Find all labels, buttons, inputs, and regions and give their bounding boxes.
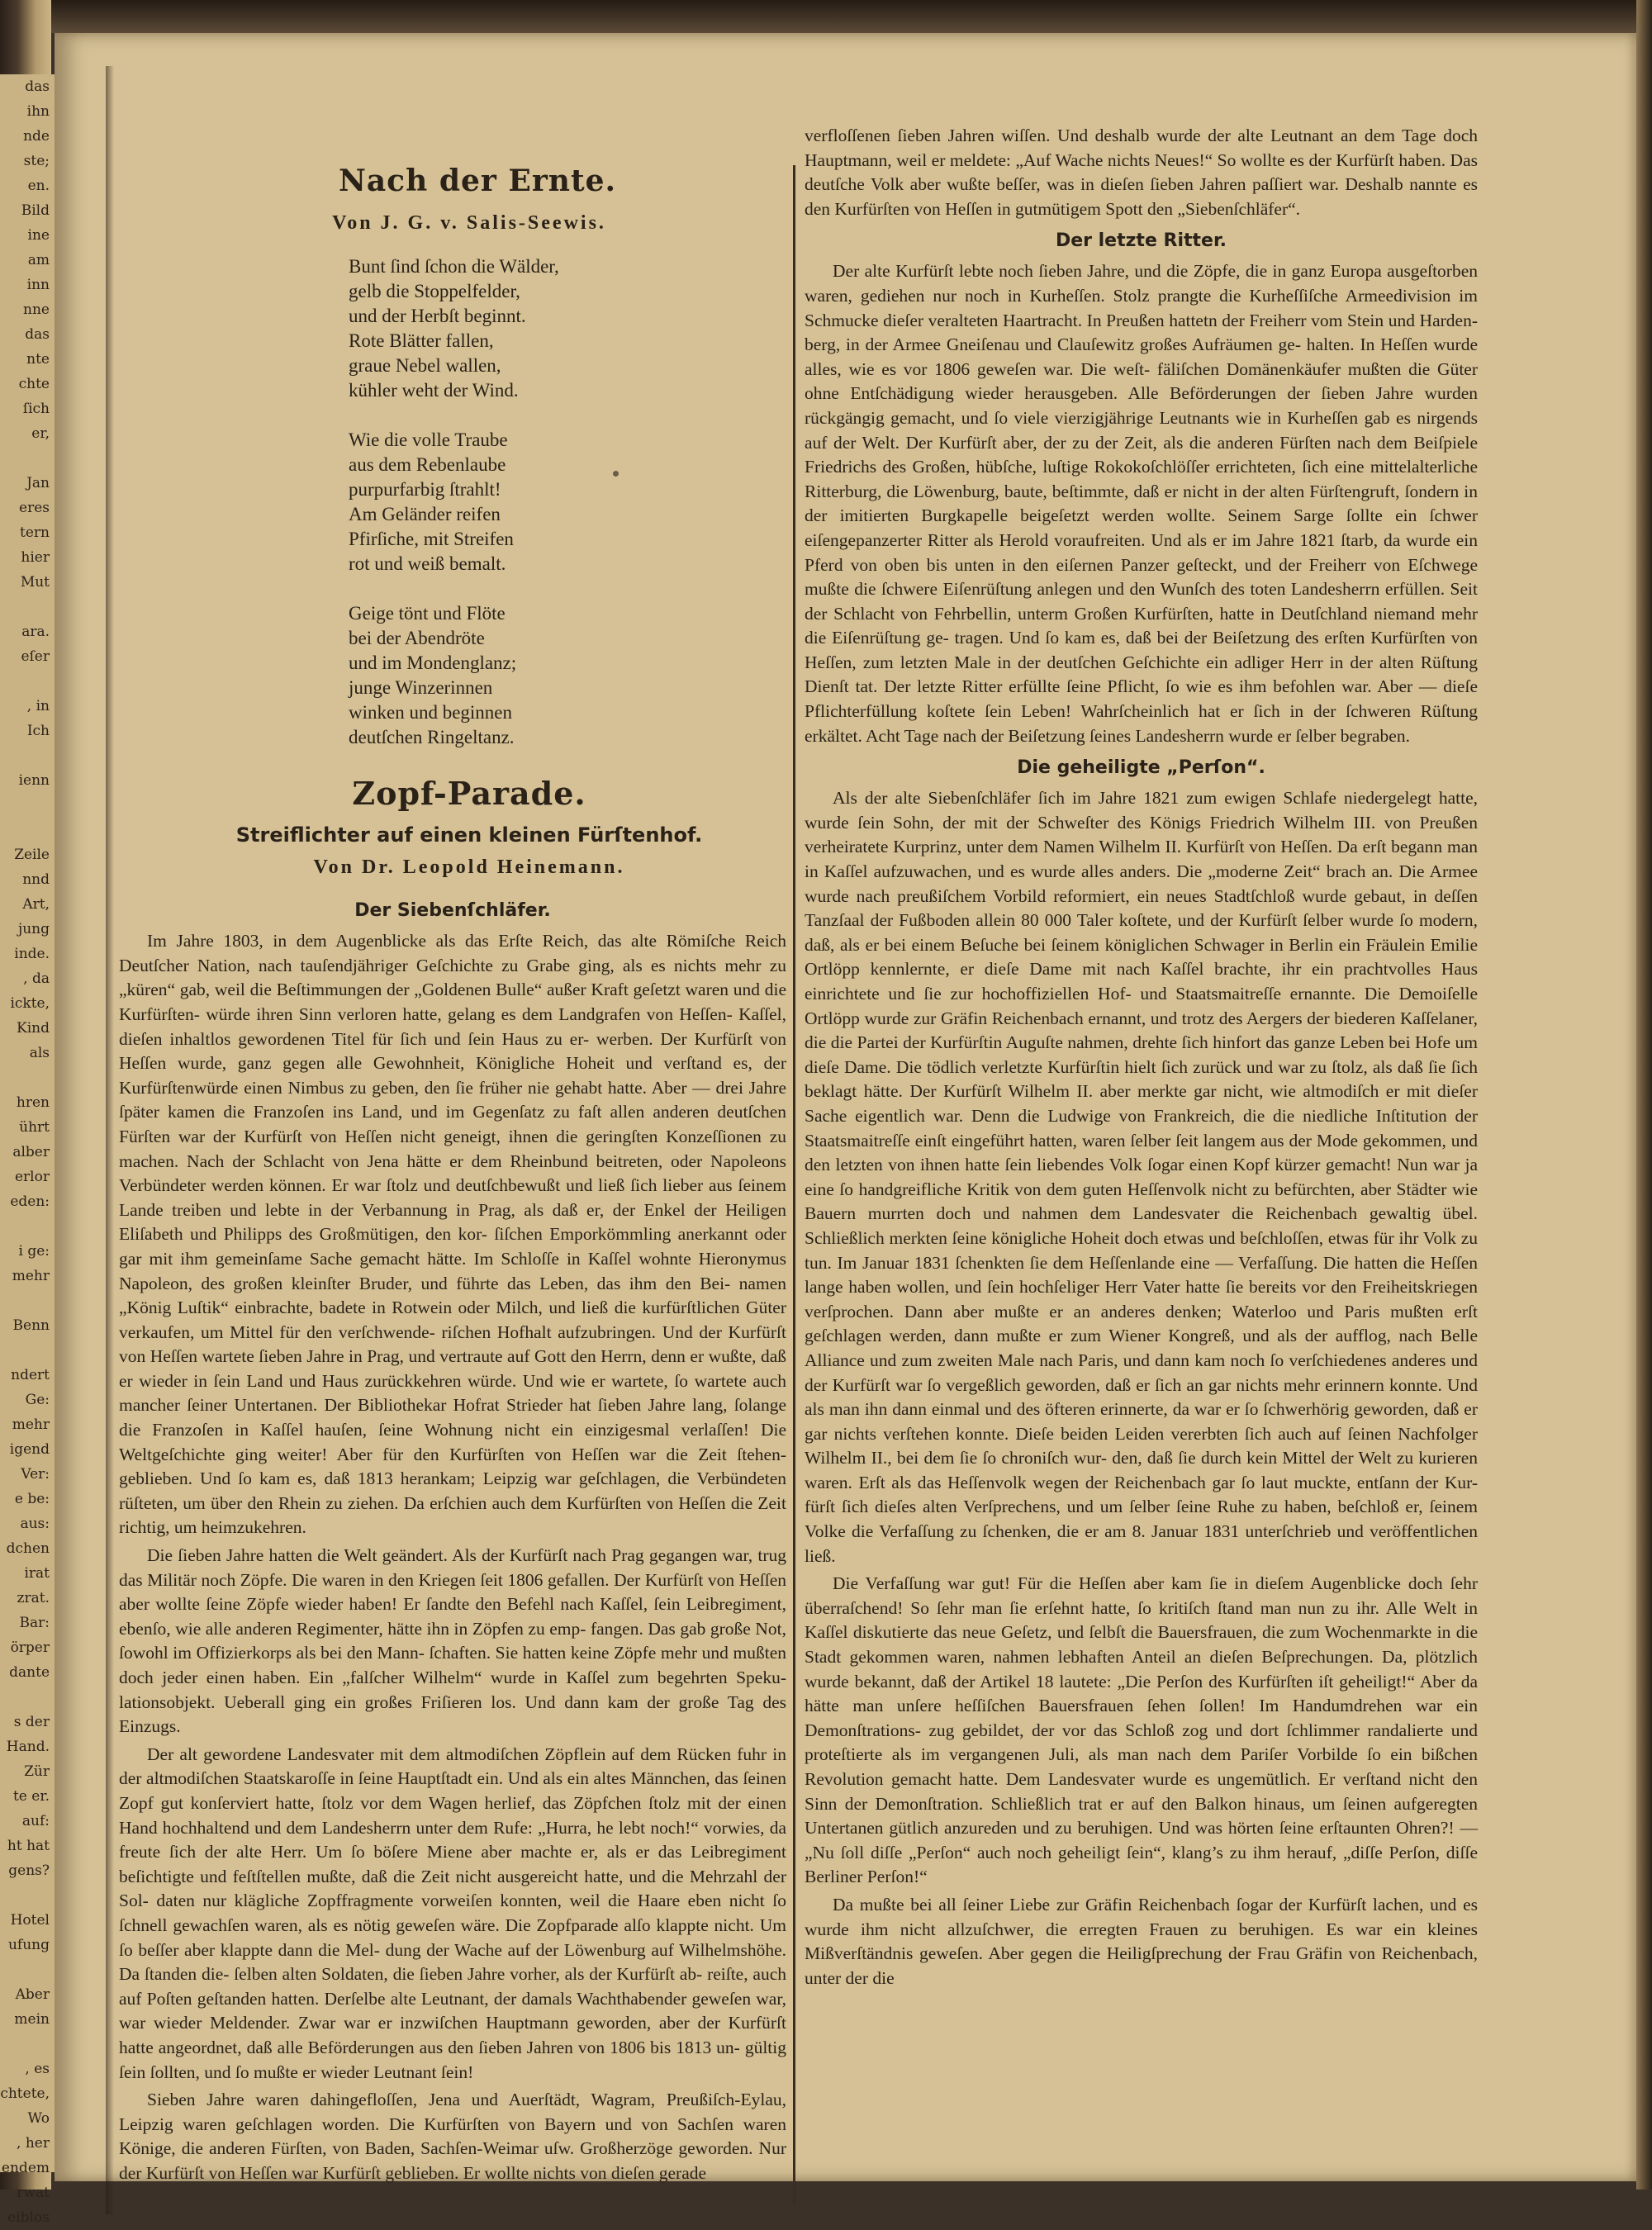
neighbor-page-fragment	[0, 74, 55, 2226]
neighbor-fragment: Hotel	[10, 1912, 50, 1929]
neighbor-fragment: hier	[21, 549, 50, 566]
neighbor-fragment: inde.	[14, 946, 50, 962]
poem-line: aus dem Rebenlaube	[349, 453, 506, 475]
neighbor-fragment: e be:	[14, 1491, 50, 1507]
poem-line: bei der Abendröte	[349, 627, 485, 648]
neighbor-fragment: örper	[10, 1639, 50, 1656]
neighbor-fragment: nde	[23, 128, 50, 145]
neighbor-fragment	[0, 446, 55, 471]
left-column	[119, 124, 786, 2189]
neighbor-fragment	[0, 1957, 55, 1982]
poem-line: kühler weht der Wind.	[349, 379, 519, 401]
neighbor-fragment: das	[25, 78, 50, 95]
neighbor-fragment: am	[27, 252, 50, 268]
neighbor-fragment: erlor	[15, 1169, 50, 1185]
neighbor-fragment: te er.	[12, 1788, 50, 1805]
neighbor-fragment: irat	[24, 1565, 50, 1582]
neighbor-fragment: Wo	[27, 2110, 50, 2127]
neighbor-fragment: , in	[26, 698, 50, 714]
neighbor-fragment: mehr	[12, 1268, 50, 1284]
poem-line: Am Geländer reifen	[349, 503, 501, 524]
neighbor-fragment: das	[25, 326, 50, 343]
neighbor-fragment: i ge:	[18, 1243, 50, 1260]
poem-line: und im Mondenglanz;	[349, 652, 517, 673]
poem-line: und der Herbſt beginnt.	[349, 305, 526, 326]
neighbor-fragment: jung	[17, 921, 50, 937]
neighbor-fragment: Jan	[26, 475, 50, 491]
neighbor-fragment	[0, 1685, 55, 1710]
neighbor-fragment: hren	[16, 1094, 50, 1111]
neighbor-fragment: dante	[9, 1664, 50, 1681]
neighbor-fragment	[0, 793, 55, 818]
neighbor-fragment: mehr	[12, 1416, 50, 1433]
page	[55, 33, 1636, 2181]
neighbor-fragment: Ver:	[21, 1466, 50, 1483]
neighbor-fragment: Benn	[12, 1317, 50, 1334]
poem-line: winken und beginnen	[349, 701, 513, 723]
neighbor-fragment	[0, 2032, 55, 2057]
top-edge	[51, 0, 1636, 33]
poem-line: Geige tönt und Flöte	[349, 602, 506, 624]
poem-stanza	[349, 601, 786, 750]
article-paragraph: Der alt gewordene Landesvater mit dem altmodiſchen Zöpflein auf dem Rücken fuhr in der altmodiſchen Staatskaroſſe in ſeine Hauptſtadt ein. Und als ein altes Männchen, das ſeinen Zopf gut konſerviert hatte, ſtolz vor dem Wagen herlief, das Zöpfchen ſtolz mit der einen Hand hochhaltend und dem Landesherrn unter dem Rufe: „Hurra, he lebt noch!“ vorwies, da freute ſich der alte Herr. Um ſo böſere Miene aber machte er, als er das Leibregiment beſichtigte und feſtſtellen mußte, daß die Zeit nicht ausgereicht hatte, und die Mehrzahl der Sol- daten nur klägliche Zopffragmente vorweiſen konnten, weil die Haare eben nicht ſo ſchnell gewachſen waren, als es nötig geweſen wäre. Die Zopfparade alſo klappte nicht. Um ſo beſſer aber klappte dann die Mel- dung der Wache auf der Löwenburg auf Wilhelmshöhe. Da ſtanden die- ſelben alten Soldaten, die ſieben Jahre vorher, als der Kurfürſt ab- reiſte, auch auf Poſten geſtanden hatten. Derſelbe alte Leutnant, der damals Wachthabender geweſen war, war wieder Meldender. Zwar war er inzwiſchen Hauptmann geworden, aber der Kurfürſt hatte angeordnet, daß alle Beförderungen aus den ſieben Jahren von 1806 bis 1813 un- gültig ſein ſollten, und ſo mußte er wieder Leutnant ſein!	[119, 1744, 786, 2082]
neighbor-fragment: ſich	[22, 401, 50, 417]
poem-stanza	[349, 254, 786, 403]
neighbor-fragment: nne	[23, 301, 50, 318]
neighbor-fragment: Ich	[26, 723, 50, 739]
neighbor-fragment	[0, 1883, 55, 1908]
article-paragraph: verfloſſenen ſieben Jahren wiſſen. Und deshalb wurde der alte Leutnant an dem Tage doch Hauptmann, weil er meldete: „Auf Wache nichts Neues!“ So wollte es der Kurfürſt haben. Das deutſche Volk aber wußte beſſer, was in dieſen ſieben Jahren paſſiert war. Deshalb nannte es den Kurfürſten von Heſſen in gutmütigem Spott den „Siebenſchläfer“.	[805, 126, 1478, 219]
poem-line: purpurfarbig ſtrahlt!	[349, 478, 501, 500]
neighbor-fragment: Zür	[24, 1763, 50, 1780]
poem-stanza	[349, 428, 786, 576]
neighbor-fragment: ienn	[18, 772, 50, 789]
neighbor-fragment: endem	[1, 2160, 50, 2176]
neighbor-fragment	[0, 743, 55, 768]
neighbor-fragment: chte	[18, 376, 50, 392]
article-paragraph: Der alte Kurfürſt lebte noch ſieben Jahre, und die Zöpfe, die in ganz Europa ausgeſtorben waren, gediehen nur noch in Kurheſſen. Stolz prangte die Kurheſſiſche Armeedivision im Schmucke dieſer veralteten Haartracht. In Preußen hattetn der Freiherr vom Stein und Harden- berg, in der Armee Gneiſenau und Clauſewitz großes Aufräumen ge- halten. In Heſſen wurde alles, wie es vor 1806 geweſen war. Die weſt- fäliſchen Domänenkäufer mußten die Güter ohne Entſchädigung wieder herausgeben. Alle Beförderungen der ſieben Jahre wurden rückgängig gemacht, und ſo viele vierzigjährige Leutnants wie in Kurheſſen gab es nirgends auf der Welt. Der Kurfürſt aber, der zu der Zeit, als die anderen Fürſten nach dem Beiſpiele Friedrichs des Großen, hübſche, luſtige Rokokoſchlöſſer errichteten, ſich eine mittelalterliche Ritterburg, die Löwenburg, baute, beſtimmte, daß er nicht in der alten Fürſtengruft, ſondern in der imitierten Burgkapelle beigeſetzt werden wollte. Seinem Sarge ſollte ein ſchwer eiſengepanzerter Ritter als Herold voraufreiten. Und als er im Jahre 1821 ſtarb, da wurde ein Pferd von oben bis unten in den eiſernen Panzer geſteckt, und der Freiherr von Eſchwege mußte die ſchwere Eiſenrüſtung anlegen und den Wunſch des toten Landesherrn erfüllen. Seit der Schlacht von Fehrbellin, unterm Großen Kurfürſten, hatte in Deutſchland niemand mehr die Eiſenrüſtung ge- tragen. Und ſo kam es, daß bei der Beiſetzung des erſten Kurfürſten von Heſſen, zum letzten Male in der deutſchen Geſchichte ein adliger Herr in der alten Rüſtung Dienſt tat. Der letzte Ritter erfüllte ſeine Pflicht, ſo wie es ihm befohlen war. Aber — dieſe Pflichterfüllung koſtete ſein Leben! Wahrſcheinlich hat er ſich in der ſchweren Rüſtung erkältet. Acht Tage nach der Beiſetzung ſeines Landesherrn wurde er ſelber begraben.	[805, 261, 1478, 746]
neighbor-fragment: Mut	[20, 574, 50, 591]
neighbor-fragment: Kind	[17, 1020, 50, 1037]
article-subtitle: Streiflichter auf einen kleinen Fürſtenhof.	[235, 823, 703, 847]
poem-byline: Von J. G. v. Salis-Seewis.	[332, 212, 606, 234]
article-title: Zopf-Parade.	[352, 774, 586, 812]
poem-line: Wie die volle Traube	[349, 429, 508, 450]
poem-line: deutſchen Ringeltanz.	[349, 726, 515, 747]
neighbor-fragment: , her	[17, 2135, 50, 2152]
poem-line: Pfirſiche, mit Streifen	[349, 528, 514, 549]
neighbor-fragment: Bar:	[19, 1615, 50, 1631]
poem-line: Rote Blätter fallen,	[349, 330, 494, 351]
neighbor-fragment: dchen	[6, 1540, 50, 1557]
right-column	[805, 124, 1478, 1994]
neighbor-fragment: auf:	[21, 1813, 50, 1829]
neighbor-fragment: ufung	[7, 1937, 50, 1953]
neighbor-fragment: alber	[12, 1144, 50, 1160]
neighbor-fragment	[0, 595, 55, 619]
neighbor-fragment	[0, 1065, 55, 1090]
neighbor-fragment	[0, 1288, 55, 1313]
section-heading: Der Siebenſchläfer.	[354, 900, 551, 922]
neighbor-fragment: gens?	[8, 1862, 50, 1879]
neighbor-fragment: nte	[26, 351, 50, 368]
article-paragraph: Als der alte Siebenſchläfer ſich im Jahre 1821 zum ewigen Schlafe niedergelegt hatte, wurde ſein Sohn, der mit der Schweſter des Königs Friedrich Wilhelm III. von Preußen verheiratete Kurprinz, unter dem Namen Wilhelm II. Kurfürſt von Heſſen. Da erſt begann man in Kaſſel aufzuwachen, und es wurde alles anders. Die „moderne Zeit“ brach an. Die Armee wurde nach preußiſchem Vorbild reformiert, ein neues Stadtſchloß wurde gebaut, in deſſen Tanzſaal der Fußboden allein 80 000 Taler koſtete, und der Kurfürſt ſelber wurde ſo modern, daß, als er bei einem Beſuche bei ſeinem königlichen Schwager in Berlin ein Fräulein Emilie Ortlöpp kennlernte, er dieſe Dame mit nach Kaſſel brachte, ihr ein prachtvolles Haus einrichtete und ſie zur hochoffiziellen Hof- und Staatsmaitreſſe ernannte. Die Demoiſelle Ortlöpp wurde zur Gräfin Reichenbach ernannt, und trotz des Aergers der biederen Kaſſelaner, die die Partei der Kurfürſtin Auguſte nahmen, drehte ſich hinfort das ganze Leben bei Hofe um dieſe Dame. Die tödlich verletzte Kurfürſtin hielt ſich zurück und war zu ſtolz, als daß ſie ſich beklagt hätte. Der Kurfürſt Wilhelm II. aber merkte gar nicht, wie altmodiſch er mit dieſer Sache eigentlich war. Denn die Ludwige von Frankreich, die die niedliche Inſtitution der Staatsmaitreſſe einſt eingeführt hatten, waren ſelber ſeit langem aus der Mode gekommen, und den letzten von ihnen hatte ſein liebendes Volk ſogar einen Kopf kürzer gemacht! Nun war ja eine ſo handgreifliche Kritik von dem guten Heſſenvolk nicht zu befürchten, aber Städter wie Bauern murrten doch und nahmen dem Landesvater die Reichenbach gewaltig übel. Schließlich merkten ſeine königliche Hoheit doch etwas und beſchloſſen, etwas für ihr Volk zu tun. Im Januar 1831 ſchenkten ſie dem Heſſenlande eine — Verfaſſung. Die hatten die Heſſen lange haben wollen, und ſein hochſeliger Herr Vater hatte ſie bereits vor den Freiheitskriegen verſprochen. Dann aber mußte er an anderes denken; Waterloo und Paris mußten erſt geſchlagen werden, dann mußte er zum Wiener Kongreß, und als der aufflog, nach Belle Alliance und zum zweiten Male nach Paris, und dann kam noch ſo verſchiedenes anderes und der Kurfürſt war ſo vergeßlich geworden, daß er ſich an gar nichts mehr erinnern konnte. Und als man ihn dann einmal und des öfteren erinnerte, da war er ſo ſchwerhörig geworden, daß er gar nichts verſtehen konnte. Dieſe beiden Leiden vererbten ſich auch auf ſeinen Nachfolger Wilhelm II., bei dem ſie ſo chroniſch wur- den, daß ſie durch kein Mittel der Welt zu kurieren waren. Erſt als das Heſſenvolk wegen der Reichenbach gar ſo laut muckte, entſann der Kur- fürſt ſich dieſes alten Verſprechens, und um ſelber ſeine Ruhe zu haben, beſchloß er, ſeinem Volke die Verfaſſung zu ſchenken, die er am 8. Januar 1831 unterſchrieb und veröffentlichen ließ.	[805, 788, 1478, 1566]
article-byline: Von Dr. Leopold Heinemann.	[313, 856, 625, 878]
neighbor-fragment: ihn	[26, 103, 50, 120]
neighbor-fragment: s der	[13, 1714, 50, 1730]
neighbor-fragment: eiblos	[7, 2209, 50, 2226]
neighbor-fragment: nnd	[22, 871, 50, 888]
neighbor-fragment	[0, 818, 55, 842]
neighbor-fragment: Hand.	[6, 1739, 50, 1755]
section-heading: Die geheiligte „Perſon“.	[1017, 757, 1265, 779]
neighbor-fragment: ara.	[21, 624, 50, 640]
spine-shadow	[106, 66, 114, 2214]
neighbor-fragment: , es	[25, 2061, 50, 2077]
neighbor-fragment: als	[29, 1045, 50, 1061]
neighbor-fragment: en.	[27, 178, 50, 194]
article-paragraph: Da mußte bei all ſeiner Liebe zur Gräfin Reichenbach ſogar der Kurfürſt lachen, und es wurde ihm nicht allzuſchwer, die erregten Frauen zu beruhigen. Es war ein kleines Mißverſtändnis geweſen. Aber gegen die Heiligſprechung der Frau Gräfin von Reichenbach, unter der die	[805, 1894, 1478, 1988]
neighbor-fragment: rwat	[17, 2185, 50, 2201]
neighbor-fragment: ste;	[23, 153, 50, 169]
neighbor-fragment: zrat.	[17, 1590, 50, 1606]
neighbor-text-fragments	[0, 74, 55, 2230]
neighbor-fragment: ührt	[19, 1119, 50, 1136]
poem-body	[349, 254, 786, 750]
right-page-edge	[1636, 0, 1652, 2190]
neighbor-fragment: Ge:	[25, 1392, 50, 1408]
neighbor-fragment: ndert	[11, 1367, 50, 1383]
neighbor-fragment: tern	[20, 524, 50, 541]
poem-line: Bunt ſind ſchon die Wälder,	[349, 255, 559, 277]
neighbor-fragment: Art,	[22, 896, 50, 913]
poem-line: gelb die Stoppelfelder,	[349, 280, 520, 301]
article-paragraph: Im Jahre 1803, in dem Augenblicke als das Erſte Reich, das alte Römiſche Reich Deutſcher Nation, nach tauſendjähriger Geſchichte zu Grabe ging, als es nichts mehr zu „küren“ gab, weil die Beſtimmungen der „Goldenen Bulle“ außer Kraft geſetzt waren und die Kurfürſten- würde ihren Sinn verloren hatte, gelang es dem Landgrafen von Heſſen- Kaſſel, dieſen inhaltlos gewordenen Titel für ſich und ſein Haus zu er- werben. Der Kurfürſt von Heſſen wurde, ganz gegen alle Gewohnheit, Königliche Hoheit und verſtand es, der Kurfürſtenwürde einen Nimbus zu geben, den ſie früher nie gehabt hatte. Aber — drei Jahre ſpäter kamen die Franzoſen ins Land, und im Gegenſatz zu faſt allen anderen deutſchen Fürſten war der Kurfürſt von Heſſen nicht geneigt, ihnen die geringſten Konzeſſionen zu machen. Nach der Schlacht von Jena hätte er dem Rheinbund beitreten, oder Napoleons Verbündeter werden können. Er war ſtolz und deutſchbewußt und ließ ſich lieber aus ſeinem Lande treiben und lebte in der Verbannung in Prag, als daß er, der Enkel der Heiligen Eliſabeth und Philipps des Großmütigen, den kor- ſiſchen Emporkömmling anerkannt oder gar mit ihm gemeinſame Sache gemacht hätte. Im Schloſſe in Kaſſel wohnte Hieronymus Napoleon, des großen kleinſter Bruder, und führte das Leben, das ihm den Bei- namen „König Luſtik“ einbrachte, badete in Rotwein oder Milch, und ließ die kurfürſtlichen Güter verkaufen, um Mittel für den verſchwende- riſchen Hofhalt aufzubringen. Und der Kurfürſt von Heſſen wartete ſieben Jahre in Prag, und vertraute auf Gott den Herrn, denn er wußte, daß er wieder in ſein Land und Haus zurückkehren würde. Und wie er wartete, ſo wartete auch mancher ſeiner Untertanen. Der Bibliothekar Hofrat Strieder hat ſieben Jahre lang, ſolange die Franzoſen in Kaſſel hauſen, ſeine Wohnung nicht ein einzigesmal verlaſſen! Die Weltgeſchichte ging weiter! Aber für den Kurfürſten von Heſſen war die Zeit ſtehen- geblieben. Und ſo kam es, daß 1813 herankam; Leipzig war geſchlagen, die Verbündeten rüſteten, um über den Rhein zu ziehen. Da erſchien auch dem Kurfürſten von Heſſen die Zeit richtig, um heimzukehren.	[119, 931, 786, 1538]
article-paragraph: Sieben Jahre waren dahingefloſſen, Jena und Auerſtädt, Wagram, Preußiſch-Eylau, Leipzig waren geſchlagen worden. Die Kurfürſten von Bayern und von Sachſen waren Könige, die anderen Fürſten, von Baden, Sachſen-Weimar uſw. Großherzöge geworden. Nur der Kurfürſt von Heſſen war Kurfürſt geblieben. Er wollte nichts von dieſen gerade	[119, 2090, 786, 2183]
neighbor-fragment: igend	[9, 1441, 50, 1458]
neighbor-fragment: er,	[31, 425, 50, 442]
poem-title: Nach der Ernte.	[338, 164, 617, 198]
neighbor-fragment: Aber	[15, 1986, 50, 2003]
section-heading: Der letzte Ritter.	[1055, 230, 1227, 252]
neighbor-fragment: Zeile	[14, 847, 50, 863]
neighbor-fragment: eres	[19, 500, 50, 516]
neighbor-fragment	[0, 1338, 55, 1363]
neighbor-fragment: Bild	[21, 202, 50, 219]
print-speck	[613, 471, 619, 477]
neighbor-fragment: mein	[14, 2011, 50, 2028]
article-paragraph: Die Verfaſſung war gut! Für die Heſſen aber kam ſie in dieſem Augenblicke doch ſehr überraſchend! So ſehr man ſie erſehnt hatte, ſo kritiſch ſtand man nun zu ihr. Alle Welt in Kaſſel diskutierte das neue Geſetz, und ſelbſt die Bauersfrauen, die zum Wochenmarkte in die Stadt gekommen waren, nahmen lebhaften Anteil an dieſen Beſprechungen. Da, plötzlich wurde bekannt, daß der Artikel 18 lautete: „Die Perſon des Kurfürſten iſt geheiligt!“ Aber da hätte man unſere heſſiſchen Bauersfrauen ſehen ſollen! Im Handumdrehen war ein Demonſtrations- zug gebildet, der vor das Schloß zog und dort ſchlimmer randalierte und proteſtierte als im vergangenen Juli, als man nach dem Pariſer Vorbilde ſo ein bißchen Revolution gemacht hatte. Dem Landesvater wurde es ungemütlich. Er verſtand nicht den Sinn der Demonſtration. Schließlich trat er auf den Balkon hinaus, um ſeinen aufgeregten Untertanen gütlich anzureden und zu beruhigen. Und was hörten ſeine erſtaunten Ohren?! — „Nu ſoll diſſe „Perſon“ auch noch geheiligt ſein“, klang’s zu ihm herauf, „diſſe Perſon, diſſe Berliner Perſon!“	[805, 1573, 1478, 1887]
neighbor-fragment: ickte,	[10, 995, 50, 1012]
neighbor-fragment	[0, 669, 55, 694]
neighbor-fragment	[0, 1214, 55, 1239]
neighbor-fragment: chtete,	[0, 2085, 50, 2102]
neighbor-fragment: inn	[26, 277, 50, 293]
poem-line: rot und weiß bemalt.	[349, 553, 506, 574]
neighbor-fragment: eden:	[10, 1193, 50, 1210]
column-rule	[793, 165, 795, 2205]
neighbor-fragment: aus:	[20, 1516, 50, 1532]
neighbor-fragment: ine	[27, 227, 50, 244]
poem-line: graue Nebel wallen,	[349, 354, 501, 376]
poem-line: junge Winzerinnen	[349, 676, 493, 698]
neighbor-fragment: ht hat	[7, 1838, 50, 1854]
neighbor-fragment: , da	[23, 970, 50, 987]
article-paragraph: Die ſieben Jahre hatten die Welt geändert. Als der Kurfürſt nach Prag gegangen war, trug das Militär noch Zöpfe. Die waren in den Kriegen ſeit 1806 gefallen. Der Kurfürſt von Heſſen aber wollte ſeine Zöpfe wieder haben! Er ſandte den Befehl nach Kaſſel, ſein Leibregiment, ebenſo, wie alle anderen Regimenter, hätte ihn in Zöpfen zu emp- fangen. Das gab große Not, ſowohl im Offizierkorps als bei den Mann- ſchaften. Sie hatten keine Zöpfe mehr und mußten doch jeder einen haben. Ein „falſcher Wilhelm“ wurde in Kaſſel zum begehrten Speku- lationsobjekt. Ueberall ging ein großes Friſieren los. Und dann kam der große Tag des Einzugs.	[119, 1545, 786, 1737]
neighbor-fragment: eſer	[21, 648, 50, 665]
